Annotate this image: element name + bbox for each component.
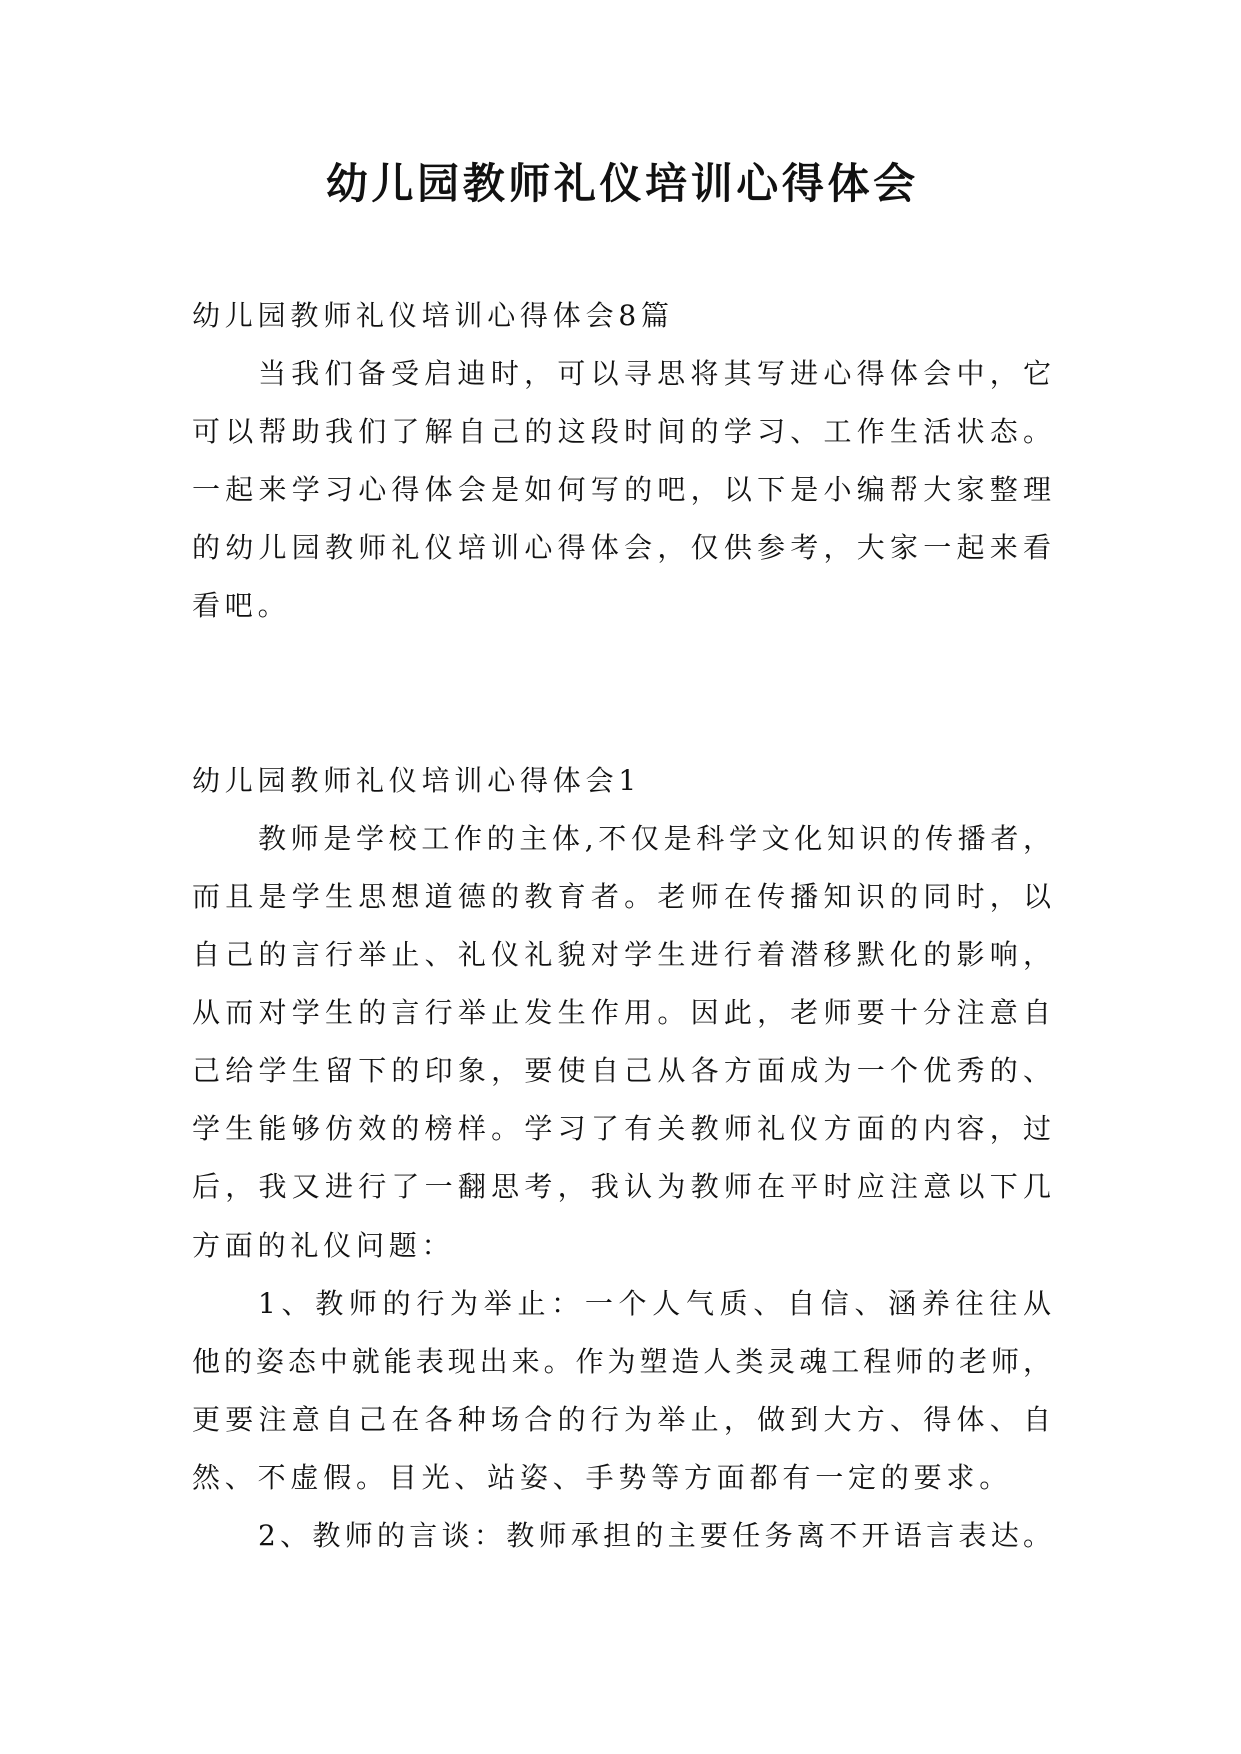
document-title: 幼儿园教师礼仪培训心得体会 <box>325 159 919 208</box>
paragraph-line: 他的姿态中就能表现出来。作为塑造人类灵魂工程师的老师， <box>192 1344 1051 1378</box>
section-paragraph <box>192 1275 1051 1507</box>
paragraph-line: 2、教师的言谈：教师承担的主要任务离不开语言表达。 <box>258 1518 1051 1552</box>
paragraph-line: 方面的礼仪问题： <box>192 1228 455 1262</box>
paragraph-line: 己给学生留下的印象，要使自己从各方面成为一个优秀的、 <box>192 1054 1051 1088</box>
document-body <box>192 287 1051 1565</box>
intro-paragraph <box>192 345 1051 635</box>
paragraph-line: 当我们备受启迪时，可以寻思将其写进心得体会中，它 <box>258 357 1051 391</box>
paragraph-line: 教师是学校工作的主体,不仅是科学文化知识的传播者， <box>258 821 1051 855</box>
paragraph-line: 更要注意自己在各种场合的行为举止，做到大方、得体、自 <box>192 1402 1051 1436</box>
paragraph-line: 看吧。 <box>192 589 291 623</box>
paragraph-line: 学生能够仿效的榜样。学习了有关教师礼仪方面的内容，过 <box>192 1112 1051 1146</box>
paragraph-line: 而且是学生思想道德的教育者。老师在传播知识的同时，以 <box>192 879 1051 913</box>
paragraph-line: 然、不虚假。目光、站姿、手势等方面都有一定的要求。 <box>192 1460 1013 1494</box>
paragraph-line: 的幼儿园教师礼仪培训心得体会，仅供参考，大家一起来看 <box>192 531 1051 565</box>
blank-space <box>192 636 1051 752</box>
section-1 <box>192 752 1051 1565</box>
section-heading: 幼儿园教师礼仪培训心得体会1 <box>192 763 642 797</box>
document-subtitle: 幼儿园教师礼仪培训心得体会8篇 <box>192 299 674 332</box>
section-paragraph <box>192 1507 1051 1565</box>
paragraph-line: 后，我又进行了一翻思考，我认为教师在平时应注意以下几 <box>192 1170 1051 1204</box>
paragraph-line: 可以帮助我们了解自己的这段时间的学习、工作生活状态。 <box>192 415 1051 449</box>
section-paragraph <box>192 810 1051 1275</box>
paragraph-line: 1、教师的行为举止：一个人气质、自信、涵养往往从 <box>258 1286 1051 1320</box>
paragraph-line: 一起来学习心得体会是如何写的吧，以下是小编帮大家整理 <box>192 473 1051 507</box>
paragraph-line: 从而对学生的言行举止发生作用。因此，老师要十分注意自 <box>192 996 1051 1030</box>
paragraph-line: 自己的言行举止、礼仪礼貌对学生进行着潜移默化的影响， <box>192 938 1051 972</box>
